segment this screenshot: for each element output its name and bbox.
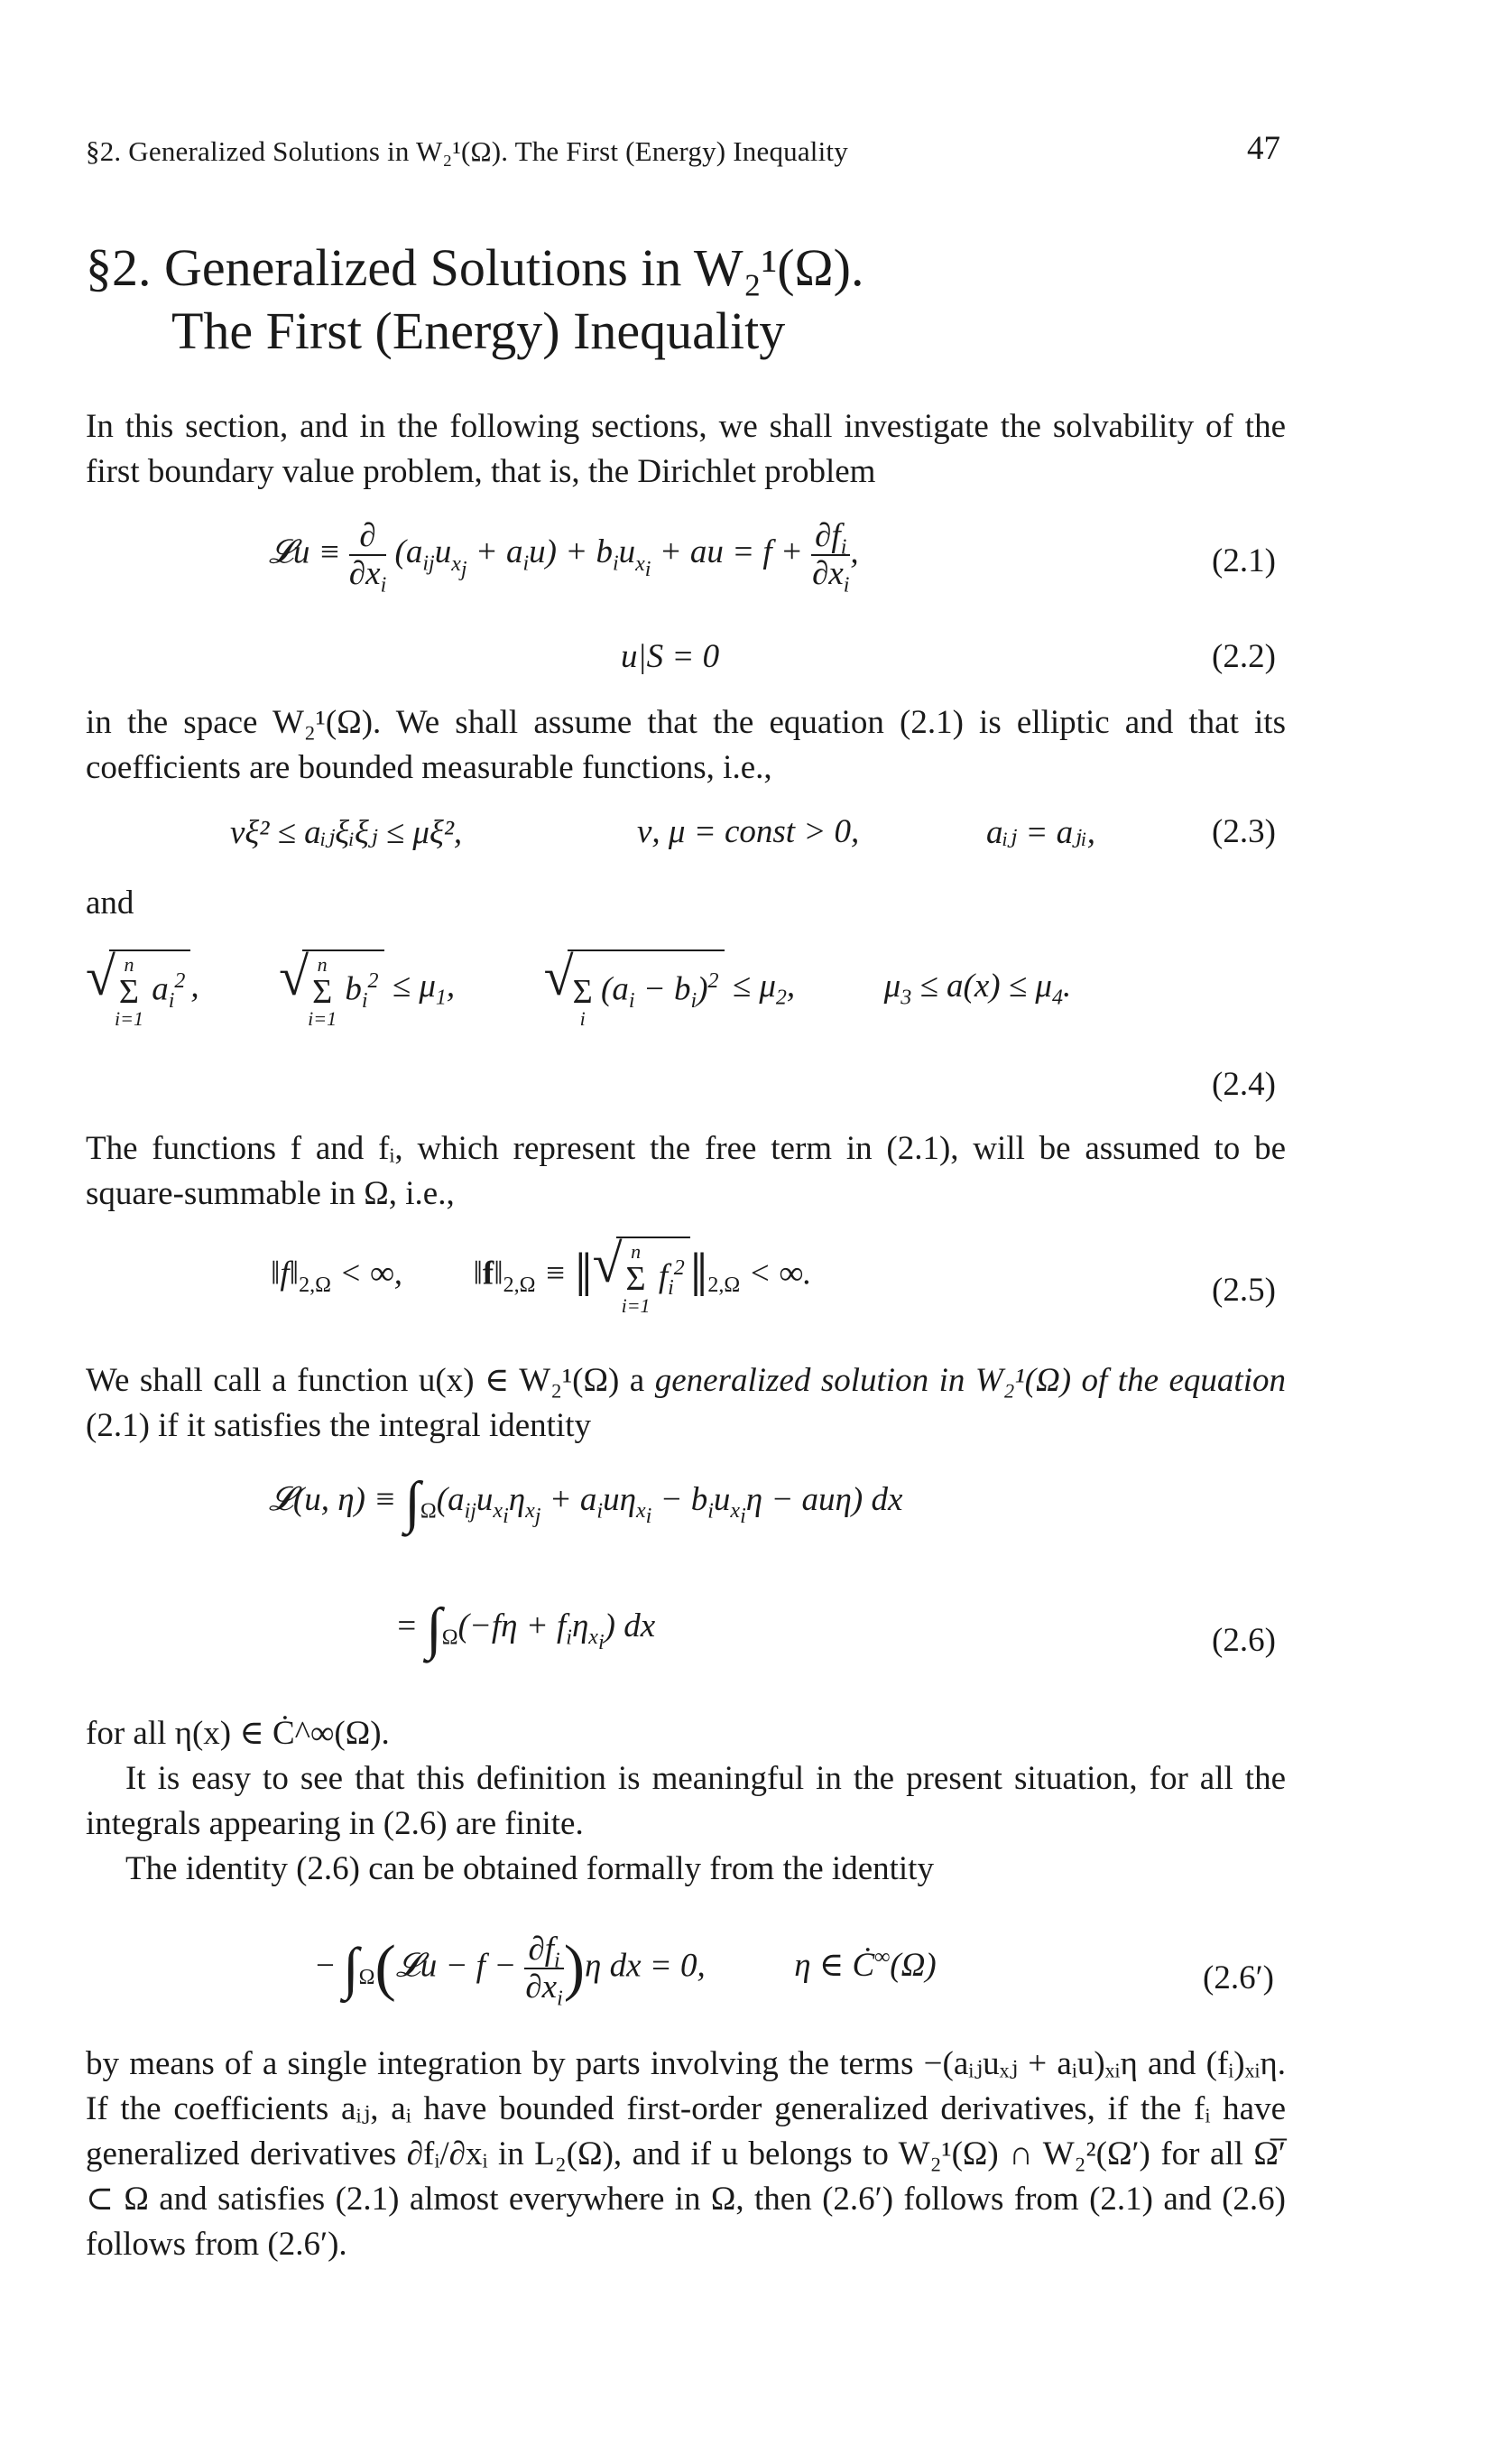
paragraph-ellipticity: in the space W₂¹(Ω). We shall assume that the equation (2.1) is elliptic and that its coefficients are bounded measurable functions, i.e., <box>86 704 1286 786</box>
equation-2-3-part1: νξ² ≤ aᵢⱼξᵢξⱼ ≤ μξ², <box>230 814 463 851</box>
paragraph-identity: The identity (2.6) can be obtained formally from the identity <box>125 1850 934 1887</box>
equation-number-2-6: (2.6) <box>1212 1622 1276 1659</box>
page-number: 47 <box>1247 130 1280 167</box>
equation-number-2-2: (2.2) <box>1212 638 1276 675</box>
equation-number-2-4: (2.4) <box>1212 1066 1276 1103</box>
paragraph-meaningful: It is easy to see that this definition is meaningful in the present situation, for all the integrals appearing in (2.6) are finite. <box>86 1760 1286 1842</box>
definition-text-a: We shall call a function u(x) ∈ W₂¹(Ω) a <box>86 1362 655 1399</box>
paragraph-integration-by-parts: by means of a single integration by parts involving the terms −(aᵢⱼuₓⱼ + aᵢu)ₓᵢη and (fᵢ)ₓᵢη. If the coefficients aᵢⱼ, aᵢ have bounded first-order generalized derivatives, if the fᵢ have generalized derivatives ∂fᵢ/∂xᵢ in L₂(Ω), and if u belongs to W₂¹(Ω) ∩ W₂²(Ω′) for all Ω̅′ ⊂ Ω and satisfies (2.1) almost everywhere in Ω, then (2.6′) follows from (2.1) and (2.6) follows from (2.6′). <box>86 2045 1286 2263</box>
equation-number-2-6-prime: (2.6′) <box>1203 1959 1274 1996</box>
paragraph-intro: In this section, and in the following sections, we shall investigate the solvability of the first boundary value problem, that is, the Dirichlet problem <box>86 408 1286 490</box>
paragraph-definition <box>86 1358 1286 1449</box>
equation-2-1: 𝓛u ≡ $\frac{\partial}{\partial x_i}$ $(a_{ij}u_{x_j} + a_iu) + b_iu_{x_i}$ + au = f + $\frac{\partial f_i}{\partial x_i}$ , <box>269 517 859 597</box>
equation-2-4: √ n Σ i=1 $a_i^2$ , √ n Σ i=1 $b_i^2 \le \mu_1$, √ Σ i $(a_i - b_i)^2 \le \mu_2$, $\mu_3 \le a(x) \le \mu_4$. <box>86 947 1072 1030</box>
equation-2-2: u|S = 0 <box>621 638 720 675</box>
paragraph-and: and <box>86 885 134 922</box>
definition-text-c: (2.1) if it satisfies the integral identity <box>86 1407 592 1444</box>
paragraph-free-term: The functions f and fᵢ, which represent the free term in (2.1), will be assumed to be square-summable in Ω, i.e., <box>86 1130 1286 1212</box>
definition-term: generalized solution in W₂¹(Ω) of the equation <box>654 1362 1286 1399</box>
equation-2-5: $‖f‖_{2,\Omega}$ < ∞, $‖f‖_{2,\Omega}$ ≡ ‖ √ n Σ i=1 $f_i^2‖_{2,\Omega}$ < ∞. <box>271 1234 812 1317</box>
section-title <box>86 236 864 363</box>
equation-2-3-part2: ν, μ = const > 0, <box>637 813 860 850</box>
title-line-1: §2. Generalized Solutions in W₂¹(Ω). <box>86 238 864 297</box>
title-line-2: The First (Energy) Inequality <box>171 301 786 360</box>
equation-2-6-line2: = $\int_\Omega(-f\eta + f_i\eta_{x_i})$ dx <box>395 1596 656 1661</box>
equation-2-6-prime: − $\int_\Omega(𝓛u - f$ − $\frac{\partial f_i}{\partial x_i}$ )η dx = 0, η ∈ Ċ∞(Ω) <box>316 1931 937 2011</box>
equation-2-6-line1: 𝓛(u, $\eta) \equiv \int_\Omega(a_{ij}u_{x_i}\eta_{x_j} + a_iu\eta_{x_i} - b_iu_{x_i}\eta - au\eta)$ dx <box>269 1469 903 1534</box>
equation-2-3-part3: aᵢⱼ = aⱼᵢ, <box>986 814 1095 851</box>
equation-number-2-1: (2.1) <box>1212 542 1276 579</box>
running-head: §2. Generalized Solutions in W₂¹(Ω). The First (Energy) Inequality <box>86 135 848 167</box>
equation-number-2-5: (2.5) <box>1212 1272 1276 1309</box>
equation-number-2-3: (2.3) <box>1212 813 1276 850</box>
paragraph-for-all: for all η(x) ∈ Ċ^∞(Ω). <box>86 1715 390 1752</box>
